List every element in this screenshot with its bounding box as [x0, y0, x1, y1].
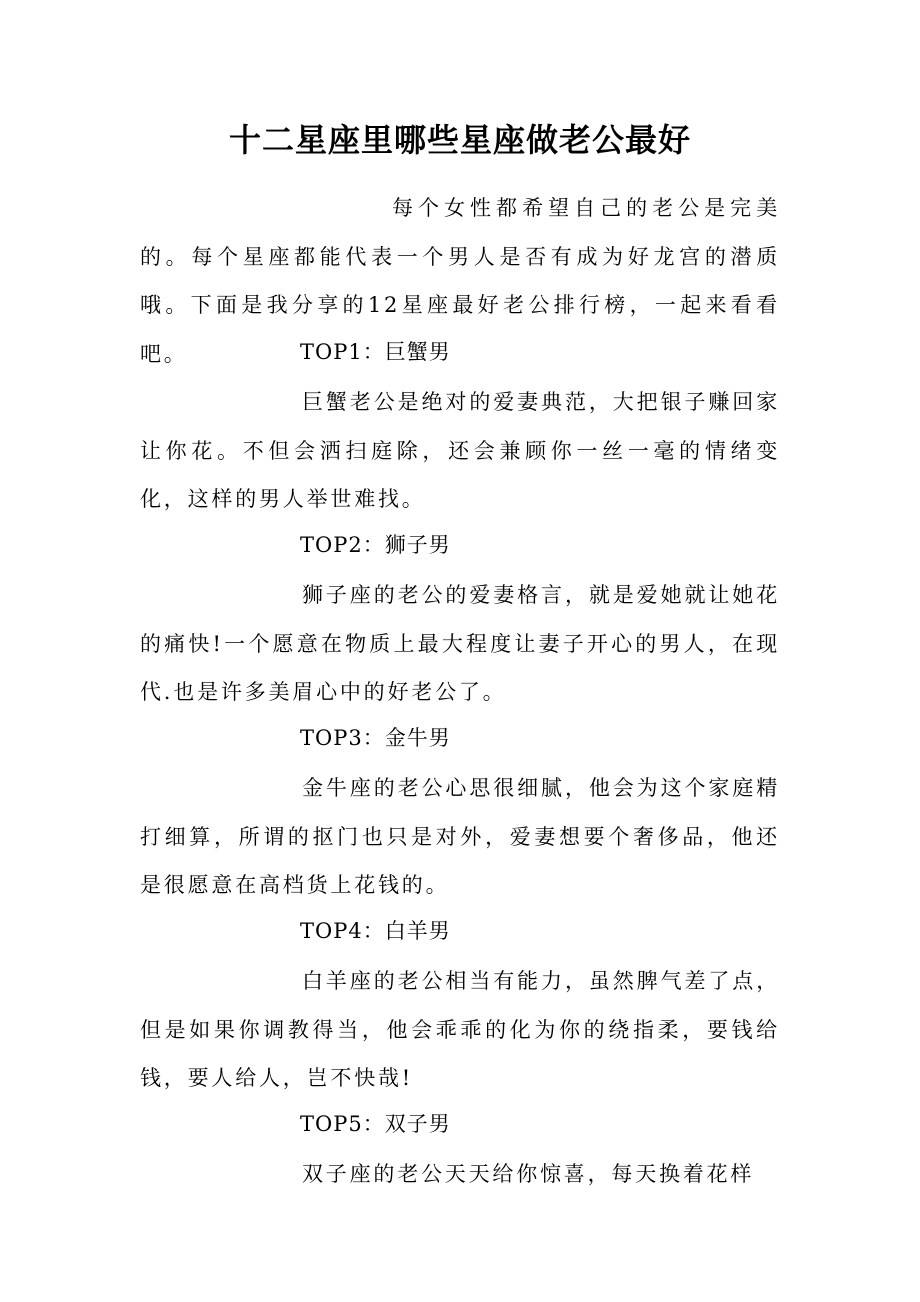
section-body-top4: 白羊座的老公相当有能力，虽然脾气差了点，但是如果你调教得当，他会乖乖的化为你的绕指柔，要钱给钱，要人给人，岂不快哉! — [140, 969, 780, 1090]
section-heading-top5: TOP5：双子男 — [300, 1112, 451, 1136]
section-body-top1: 巨蟹老公是绝对的爱妻典范，大把银子赚回家让你花。不但会洒扫庭除，还会兼顾你一丝一毫的情绪变化，这样的男人举世难找。 — [140, 390, 780, 511]
section-heading-top3: TOP3：金牛男 — [300, 726, 451, 750]
section-heading-top2: TOP2：狮子男 — [300, 533, 451, 557]
section-heading-top1: TOP1：巨蟹男 — [300, 340, 451, 364]
section-body-top2: 狮子座的老公的爱妻格言，就是爱她就让她花的痛快!一个愿意在物质上最大程度让妻子开心的男人，在现代.也是许多美眉心中的好老公了。 — [140, 583, 780, 704]
section-body-top5: 双子座的老公天天给你惊喜，每天换着花样 — [302, 1162, 755, 1186]
section-body-top3: 金牛座的老公心思很细腻，他会为这个家庭精打细算，所谓的抠门也只是对外，爱妻想要个奢侈品，他还是很愿意在高档货上花钱的。 — [140, 776, 780, 897]
intro-paragraph: 每个女性都希望自己的老公是完美的。每个星座都能代表一个男人是否有成为好龙宫的潜质哦。下面是我分享的12星座最好老公排行榜，一起来看看吧。 — [140, 196, 780, 366]
section-heading-top4: TOP4：白羊男 — [300, 919, 451, 943]
document-title: 十二星座里哪些星座做老公最好 — [228, 121, 691, 159]
